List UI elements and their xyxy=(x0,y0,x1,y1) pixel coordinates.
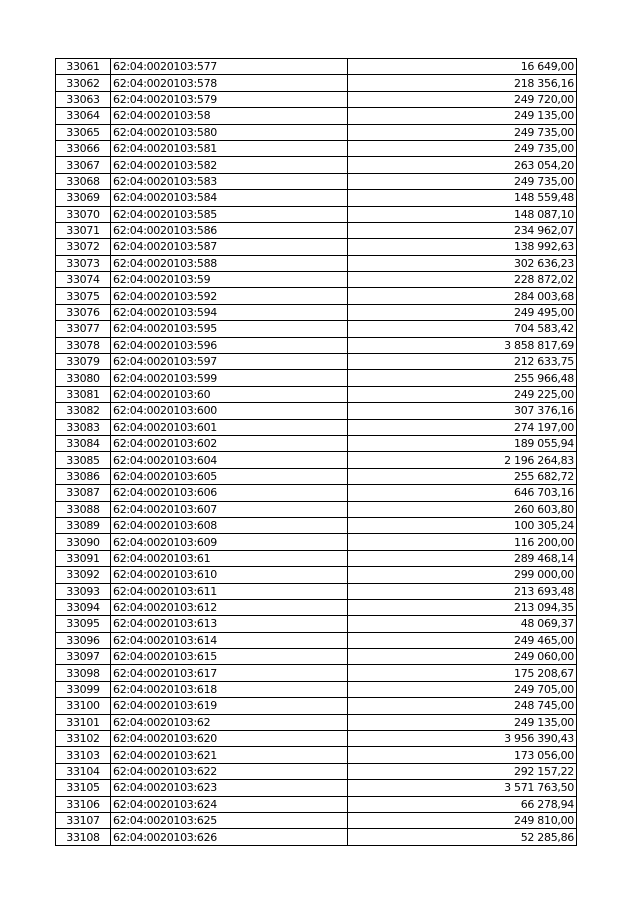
cadastral-value-cell: 3 571 763,50 xyxy=(348,780,577,796)
row-number-cell: 33102 xyxy=(56,731,111,747)
cadastral-number-cell: 62:04:0020103:595 xyxy=(111,321,348,337)
row-number-cell: 33064 xyxy=(56,108,111,124)
cadastral-value-table xyxy=(55,58,577,846)
table-row xyxy=(56,222,577,238)
row-number-cell: 33099 xyxy=(56,681,111,697)
cadastral-number-cell: 62:04:0020103:626 xyxy=(111,829,348,845)
table-row xyxy=(56,583,577,599)
row-number-cell: 33080 xyxy=(56,370,111,386)
cadastral-number-cell: 62:04:0020103:59 xyxy=(111,272,348,288)
cadastral-number-cell: 62:04:0020103:588 xyxy=(111,255,348,271)
table-row xyxy=(56,354,577,370)
row-number-cell: 33088 xyxy=(56,501,111,517)
table-row xyxy=(56,681,577,697)
table-row xyxy=(56,370,577,386)
table-row xyxy=(56,468,577,484)
cadastral-value-cell: 248 745,00 xyxy=(348,698,577,714)
cadastral-number-cell: 62:04:0020103:618 xyxy=(111,681,348,697)
cadastral-number-cell: 62:04:0020103:615 xyxy=(111,649,348,665)
table-row xyxy=(56,91,577,107)
cadastral-number-cell: 62:04:0020103:596 xyxy=(111,337,348,353)
cadastral-number-cell: 62:04:0020103:605 xyxy=(111,468,348,484)
row-number-cell: 33079 xyxy=(56,354,111,370)
cadastral-value-cell: 116 200,00 xyxy=(348,534,577,550)
row-number-cell: 33063 xyxy=(56,91,111,107)
cadastral-number-cell: 62:04:0020103:583 xyxy=(111,173,348,189)
cadastral-value-cell: 249 135,00 xyxy=(348,108,577,124)
cadastral-value-cell: 249 495,00 xyxy=(348,304,577,320)
cadastral-value-cell: 292 157,22 xyxy=(348,763,577,779)
table-row xyxy=(56,731,577,747)
table-row xyxy=(56,304,577,320)
table-row xyxy=(56,485,577,501)
table-row xyxy=(56,649,577,665)
table-body xyxy=(56,59,577,846)
table-row xyxy=(56,714,577,730)
cadastral-number-cell: 62:04:0020103:624 xyxy=(111,796,348,812)
cadastral-value-cell: 138 992,63 xyxy=(348,239,577,255)
cadastral-number-cell: 62:04:0020103:599 xyxy=(111,370,348,386)
cadastral-value-cell: 212 633,75 xyxy=(348,354,577,370)
row-number-cell: 33073 xyxy=(56,255,111,271)
table-row xyxy=(56,206,577,222)
row-number-cell: 33089 xyxy=(56,517,111,533)
table-row xyxy=(56,140,577,156)
table-row xyxy=(56,337,577,353)
cadastral-number-cell: 62:04:0020103:622 xyxy=(111,763,348,779)
table-row xyxy=(56,190,577,206)
row-number-cell: 33083 xyxy=(56,419,111,435)
row-number-cell: 33085 xyxy=(56,452,111,468)
row-number-cell: 33065 xyxy=(56,124,111,140)
cadastral-value-cell: 249 135,00 xyxy=(348,714,577,730)
cadastral-value-cell: 234 962,07 xyxy=(348,222,577,238)
cadastral-value-cell: 284 003,68 xyxy=(348,288,577,304)
cadastral-number-cell: 62:04:0020103:613 xyxy=(111,616,348,632)
cadastral-number-cell: 62:04:0020103:600 xyxy=(111,403,348,419)
row-number-cell: 33093 xyxy=(56,583,111,599)
cadastral-value-cell: 249 060,00 xyxy=(348,649,577,665)
cadastral-value-cell: 218 356,16 xyxy=(348,75,577,91)
table-row xyxy=(56,747,577,763)
cadastral-number-cell: 62:04:0020103:601 xyxy=(111,419,348,435)
table-row xyxy=(56,173,577,189)
cadastral-value-cell: 66 278,94 xyxy=(348,796,577,812)
cadastral-value-cell: 3 858 817,69 xyxy=(348,337,577,353)
cadastral-number-cell: 62:04:0020103:60 xyxy=(111,386,348,402)
cadastral-number-cell: 62:04:0020103:597 xyxy=(111,354,348,370)
cadastral-number-cell: 62:04:0020103:61 xyxy=(111,550,348,566)
cadastral-number-cell: 62:04:0020103:608 xyxy=(111,517,348,533)
cadastral-value-cell: 274 197,00 xyxy=(348,419,577,435)
table-row xyxy=(56,403,577,419)
table-row xyxy=(56,255,577,271)
cadastral-number-cell: 62:04:0020103:617 xyxy=(111,665,348,681)
table-row xyxy=(56,599,577,615)
cadastral-value-cell: 249 735,00 xyxy=(348,140,577,156)
table-row xyxy=(56,75,577,91)
cadastral-number-cell: 62:04:0020103:611 xyxy=(111,583,348,599)
row-number-cell: 33098 xyxy=(56,665,111,681)
table-row xyxy=(56,517,577,533)
cadastral-value-cell: 173 056,00 xyxy=(348,747,577,763)
cadastral-number-cell: 62:04:0020103:625 xyxy=(111,812,348,828)
cadastral-value-cell: 249 735,00 xyxy=(348,173,577,189)
row-number-cell: 33107 xyxy=(56,812,111,828)
cadastral-number-cell: 62:04:0020103:580 xyxy=(111,124,348,140)
cadastral-number-cell: 62:04:0020103:582 xyxy=(111,157,348,173)
table-row xyxy=(56,419,577,435)
cadastral-number-cell: 62:04:0020103:612 xyxy=(111,599,348,615)
row-number-cell: 33090 xyxy=(56,534,111,550)
cadastral-number-cell: 62:04:0020103:609 xyxy=(111,534,348,550)
cadastral-value-cell: 646 703,16 xyxy=(348,485,577,501)
table-row xyxy=(56,59,577,75)
row-number-cell: 33069 xyxy=(56,190,111,206)
cadastral-value-cell: 3 956 390,43 xyxy=(348,731,577,747)
table-row xyxy=(56,452,577,468)
table-row xyxy=(56,534,577,550)
cadastral-value-cell: 48 069,37 xyxy=(348,616,577,632)
cadastral-value-cell: 100 305,24 xyxy=(348,517,577,533)
cadastral-value-cell: 213 693,48 xyxy=(348,583,577,599)
cadastral-number-cell: 62:04:0020103:586 xyxy=(111,222,348,238)
row-number-cell: 33104 xyxy=(56,763,111,779)
cadastral-value-cell: 260 603,80 xyxy=(348,501,577,517)
cadastral-number-cell: 62:04:0020103:614 xyxy=(111,632,348,648)
row-number-cell: 33094 xyxy=(56,599,111,615)
row-number-cell: 33074 xyxy=(56,272,111,288)
cadastral-number-cell: 62:04:0020103:594 xyxy=(111,304,348,320)
cadastral-value-cell: 148 559,48 xyxy=(348,190,577,206)
cadastral-number-cell: 62:04:0020103:581 xyxy=(111,140,348,156)
row-number-cell: 33092 xyxy=(56,567,111,583)
cadastral-number-cell: 62:04:0020103:62 xyxy=(111,714,348,730)
cadastral-value-cell: 52 285,86 xyxy=(348,829,577,845)
cadastral-value-cell: 249 720,00 xyxy=(348,91,577,107)
cadastral-value-cell: 704 583,42 xyxy=(348,321,577,337)
row-number-cell: 33070 xyxy=(56,206,111,222)
cadastral-number-cell: 62:04:0020103:610 xyxy=(111,567,348,583)
table-row xyxy=(56,321,577,337)
table-row xyxy=(56,829,577,845)
table-row xyxy=(56,124,577,140)
cadastral-number-cell: 62:04:0020103:58 xyxy=(111,108,348,124)
table-row xyxy=(56,780,577,796)
row-number-cell: 33100 xyxy=(56,698,111,714)
row-number-cell: 33101 xyxy=(56,714,111,730)
table-row xyxy=(56,108,577,124)
row-number-cell: 33071 xyxy=(56,222,111,238)
row-number-cell: 33067 xyxy=(56,157,111,173)
cadastral-value-cell: 249 465,00 xyxy=(348,632,577,648)
cadastral-number-cell: 62:04:0020103:584 xyxy=(111,190,348,206)
cadastral-value-cell: 228 872,02 xyxy=(348,272,577,288)
cadastral-value-cell: 299 000,00 xyxy=(348,567,577,583)
cadastral-number-cell: 62:04:0020103:619 xyxy=(111,698,348,714)
cadastral-value-cell: 289 468,14 xyxy=(348,550,577,566)
table-row xyxy=(56,239,577,255)
cadastral-value-cell: 255 966,48 xyxy=(348,370,577,386)
table-row xyxy=(56,763,577,779)
row-number-cell: 33076 xyxy=(56,304,111,320)
cadastral-number-cell: 62:04:0020103:620 xyxy=(111,731,348,747)
table-row xyxy=(56,550,577,566)
cadastral-number-cell: 62:04:0020103:606 xyxy=(111,485,348,501)
row-number-cell: 33078 xyxy=(56,337,111,353)
table-row xyxy=(56,435,577,451)
table-row xyxy=(56,796,577,812)
cadastral-value-cell: 2 196 264,83 xyxy=(348,452,577,468)
row-number-cell: 33068 xyxy=(56,173,111,189)
cadastral-number-cell: 62:04:0020103:577 xyxy=(111,59,348,75)
row-number-cell: 33087 xyxy=(56,485,111,501)
cadastral-value-cell: 302 636,23 xyxy=(348,255,577,271)
cadastral-number-cell: 62:04:0020103:621 xyxy=(111,747,348,763)
table-row xyxy=(56,288,577,304)
row-number-cell: 33077 xyxy=(56,321,111,337)
cadastral-number-cell: 62:04:0020103:604 xyxy=(111,452,348,468)
row-number-cell: 33066 xyxy=(56,140,111,156)
row-number-cell: 33105 xyxy=(56,780,111,796)
table-row xyxy=(56,812,577,828)
cadastral-value-cell: 148 087,10 xyxy=(348,206,577,222)
cadastral-value-cell: 249 810,00 xyxy=(348,812,577,828)
cadastral-value-cell: 263 054,20 xyxy=(348,157,577,173)
table-row xyxy=(56,501,577,517)
cadastral-number-cell: 62:04:0020103:607 xyxy=(111,501,348,517)
table-row xyxy=(56,386,577,402)
cadastral-value-cell: 255 682,72 xyxy=(348,468,577,484)
cadastral-value-cell: 249 225,00 xyxy=(348,386,577,402)
row-number-cell: 33075 xyxy=(56,288,111,304)
row-number-cell: 33062 xyxy=(56,75,111,91)
cadastral-value-cell: 213 094,35 xyxy=(348,599,577,615)
cadastral-number-cell: 62:04:0020103:587 xyxy=(111,239,348,255)
table-row xyxy=(56,567,577,583)
row-number-cell: 33091 xyxy=(56,550,111,566)
cadastral-value-cell: 307 376,16 xyxy=(348,403,577,419)
cadastral-number-cell: 62:04:0020103:592 xyxy=(111,288,348,304)
row-number-cell: 33072 xyxy=(56,239,111,255)
table-row xyxy=(56,157,577,173)
cadastral-value-cell: 16 649,00 xyxy=(348,59,577,75)
cadastral-value-cell: 249 705,00 xyxy=(348,681,577,697)
row-number-cell: 33106 xyxy=(56,796,111,812)
cadastral-value-cell: 189 055,94 xyxy=(348,435,577,451)
cadastral-number-cell: 62:04:0020103:623 xyxy=(111,780,348,796)
table-row xyxy=(56,698,577,714)
row-number-cell: 33084 xyxy=(56,435,111,451)
table-row xyxy=(56,632,577,648)
row-number-cell: 33095 xyxy=(56,616,111,632)
cadastral-value-cell: 175 208,67 xyxy=(348,665,577,681)
cadastral-number-cell: 62:04:0020103:602 xyxy=(111,435,348,451)
cadastral-number-cell: 62:04:0020103:585 xyxy=(111,206,348,222)
cadastral-number-cell: 62:04:0020103:578 xyxy=(111,75,348,91)
row-number-cell: 33082 xyxy=(56,403,111,419)
table-row xyxy=(56,665,577,681)
row-number-cell: 33096 xyxy=(56,632,111,648)
table-row xyxy=(56,272,577,288)
row-number-cell: 33097 xyxy=(56,649,111,665)
row-number-cell: 33103 xyxy=(56,747,111,763)
row-number-cell: 33081 xyxy=(56,386,111,402)
table-row xyxy=(56,616,577,632)
cadastral-number-cell: 62:04:0020103:579 xyxy=(111,91,348,107)
row-number-cell: 33108 xyxy=(56,829,111,845)
cadastral-value-cell: 249 735,00 xyxy=(348,124,577,140)
row-number-cell: 33086 xyxy=(56,468,111,484)
row-number-cell: 33061 xyxy=(56,59,111,75)
